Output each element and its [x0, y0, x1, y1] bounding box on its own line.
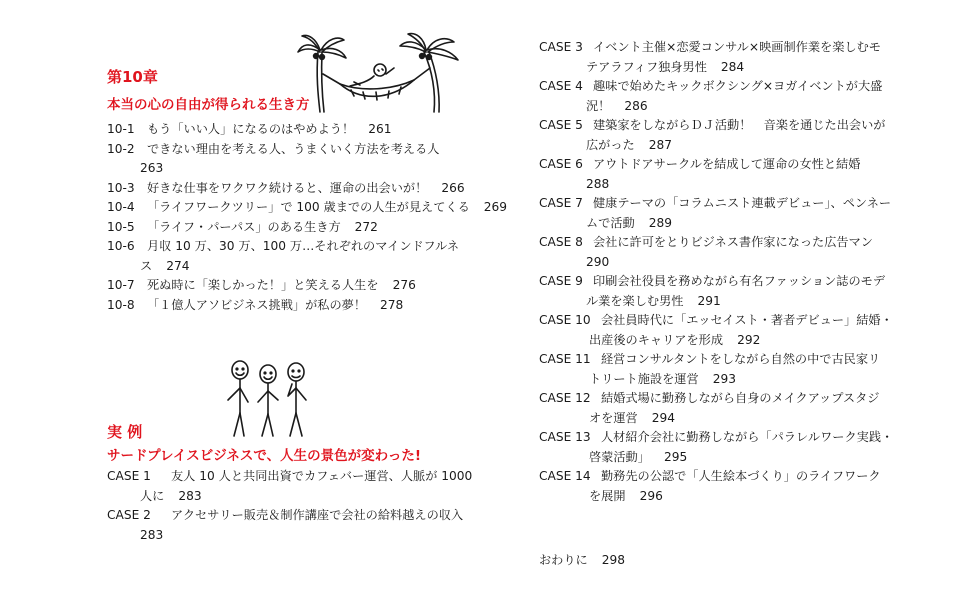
entry-continuation — [589, 371, 736, 387]
entry-page: 261 — [368, 122, 392, 136]
chapter-label: 第10章 — [107, 68, 158, 86]
entry-page: 290 — [586, 254, 610, 269]
entry-text: 会社に許可をとりビジネス書作家になった広告マン — [593, 235, 873, 249]
ending-text: おわりに — [539, 553, 588, 567]
entry-text: 経営コンサルタントをしながら自然の中で古民家リ — [601, 352, 881, 366]
toc-entry[interactable] — [107, 238, 459, 254]
entry-text: 友人 10 人と共同出資でカフェバー運営、人脈が 1000 — [171, 469, 473, 483]
entry-continuation — [140, 258, 189, 274]
entry-page: 269 — [483, 200, 508, 214]
entry-text-continued: 況！ — [586, 98, 611, 113]
entry-text-continued: ル業を楽しむ男性 — [586, 293, 684, 308]
entry-text: アクセサリー販売＆制作講座で会社の給料越えの収入 — [171, 508, 464, 522]
entry-number: CASE 1 — [107, 469, 151, 483]
entry-number: CASE 3 — [539, 40, 583, 54]
entry-continuation — [589, 449, 687, 465]
entry-text-continued: 人に — [140, 488, 165, 503]
entry-continuation — [589, 488, 663, 504]
entry-text: アウトドアサークルを結成して運命の女性と結婚 — [593, 157, 861, 171]
toc-entry[interactable] — [107, 219, 378, 235]
entry-page: 278 — [380, 297, 404, 312]
entry-text-continued: 広がった — [586, 137, 635, 152]
entry-text-continued: を展開 — [589, 488, 626, 503]
three-stick-figures-icon — [218, 358, 318, 438]
toc-entry[interactable] — [107, 277, 416, 293]
entry-text-continued: 啓蒙活動」 — [589, 449, 650, 464]
toc-entry[interactable] — [539, 39, 881, 55]
entry-continuation — [586, 176, 609, 192]
toc-entry[interactable] — [539, 78, 882, 94]
entry-text-continued: テアラフィフ独身男性 — [586, 59, 707, 74]
entry-number: 10-1 — [107, 122, 135, 136]
entry-continuation — [586, 59, 744, 75]
entry-text: 健康テーマの「コラムニスト連載デビュー」、ペンネー — [593, 196, 892, 210]
entry-page: 286 — [624, 98, 648, 113]
entry-continuation — [586, 98, 648, 114]
chapter-title: 本当の心の自由が得られる生き方 — [107, 97, 310, 113]
entry-continuation — [586, 137, 672, 153]
entry-number: CASE 13 — [539, 430, 591, 444]
entry-number: CASE 8 — [539, 235, 583, 249]
toc-entry[interactable] — [539, 351, 880, 367]
entry-number: CASE 12 — [539, 391, 591, 405]
entry-page: 272 — [354, 219, 378, 234]
entry-number: CASE 2 — [107, 508, 151, 522]
entry-number: 10-5 — [107, 219, 135, 234]
entry-number: 10-6 — [107, 239, 135, 253]
entry-text: 結婚式場に勤務しながら自身のメイクアップスタジ — [601, 391, 880, 405]
toc-entry[interactable] — [107, 180, 465, 196]
entry-text: 印刷会社役員を務めながら有名ファッション誌のモデ — [593, 274, 886, 288]
entry-text: 好きな仕事をワクワク続けると、運命の出会いが！ — [147, 180, 428, 195]
entry-text-continued: ムで活動 — [586, 215, 635, 230]
entry-page: 274 — [166, 258, 190, 273]
entry-page: 288 — [586, 176, 610, 191]
toc-entry[interactable] — [539, 156, 860, 172]
toc-entry[interactable] — [107, 121, 391, 137]
entry-text: 月収 10 万、30 万、100 万…それぞれのマインドフルネ — [147, 239, 460, 253]
entry-page: 289 — [648, 215, 673, 230]
entry-page: 287 — [648, 137, 673, 152]
ending-page: 298 — [601, 553, 626, 567]
entry-continuation — [140, 160, 163, 176]
entry-number: CASE 6 — [539, 157, 583, 171]
entry-number: 10-3 — [107, 180, 135, 195]
toc-entry[interactable] — [107, 297, 403, 313]
entry-text: 人材紹介会社に勤務しながら「パラレルワーク実践・ — [601, 430, 894, 444]
entry-number: CASE 7 — [539, 196, 583, 210]
entry-page: 276 — [392, 278, 416, 292]
toc-entry[interactable] — [539, 234, 873, 250]
entry-text: できない理由を考える人、うまくいく方法を考える人 — [147, 141, 440, 156]
entry-text-continued: 出産後のキャリアを形成 — [589, 332, 724, 347]
entry-number: 10-2 — [107, 141, 135, 156]
entry-page: 263 — [140, 161, 164, 175]
entry-continuation — [589, 410, 675, 426]
entry-page: 296 — [639, 488, 663, 503]
entry-page: 293 — [712, 371, 736, 386]
entry-continuation — [589, 332, 760, 348]
entry-continuation — [140, 527, 163, 543]
entry-text: 「ライフワークツリー」で 100 歳までの人生が見えてくる — [147, 200, 470, 214]
entry-page: 295 — [663, 449, 688, 464]
entry-number: 10-7 — [107, 278, 135, 292]
entry-number: CASE 10 — [539, 313, 591, 327]
entry-text: 趣味で始めたキックボクシング×ヨガイベントが大盛 — [593, 79, 883, 93]
entry-text: もう「いい人」になるのはやめよう！ — [147, 122, 355, 136]
entry-text-continued: トリート施設を運営 — [589, 371, 699, 386]
entry-text: 勤務先の公認で「人生絵本づくり」のライフワーク — [601, 469, 881, 483]
entry-number: CASE 4 — [539, 79, 583, 93]
toc-entry[interactable] — [107, 507, 463, 523]
entry-number: 10-4 — [107, 200, 135, 214]
entry-page: 284 — [720, 59, 745, 74]
entry-text: 死ぬ時に「楽しかった！」と笑える人生を — [147, 278, 379, 292]
toc-entry[interactable] — [107, 468, 472, 484]
toc-entry[interactable] — [539, 312, 893, 328]
entry-number: CASE 14 — [539, 469, 591, 483]
entry-page: 283 — [140, 527, 164, 542]
toc-entry[interactable] — [539, 390, 879, 406]
toc-entry[interactable] — [539, 468, 881, 484]
entry-page: 292 — [737, 332, 761, 347]
entry-continuation — [586, 254, 609, 270]
hammock-palm-trees-icon — [296, 30, 466, 115]
examples-label: 実 例 — [107, 423, 143, 441]
ending-entry[interactable] — [539, 552, 625, 568]
toc-entry[interactable] — [539, 117, 886, 133]
entry-page: 291 — [697, 293, 721, 308]
toc-entry[interactable] — [107, 199, 507, 215]
entry-page: 294 — [651, 410, 676, 425]
toc-entry[interactable] — [539, 195, 891, 211]
entry-text: 会社員時代に「エッセイスト・著者デビュー」結婚・ — [601, 313, 893, 327]
entry-continuation — [140, 488, 202, 504]
entry-text: 「ライフ・パーパス」のある生き方 — [147, 219, 341, 234]
entry-text-continued: ス — [140, 258, 153, 273]
entry-continuation — [586, 215, 672, 231]
examples-title: サードプレイスビジネスで、人生の景色が変わった! — [107, 448, 422, 464]
entry-page: 266 — [441, 180, 465, 195]
entry-number: 10-8 — [107, 297, 135, 312]
entry-number: CASE 9 — [539, 274, 583, 288]
entry-text-continued: オを運営 — [589, 410, 638, 425]
entry-text: 「１億人アソビジネス挑戦」が私の夢！ — [147, 297, 367, 312]
toc-entry[interactable] — [539, 273, 885, 289]
entry-number: CASE 5 — [539, 118, 583, 132]
toc-entry[interactable] — [107, 141, 440, 157]
toc-entry[interactable] — [539, 429, 893, 445]
entry-text: イベント主催×恋愛コンサル×映画制作業を楽しむモ — [593, 40, 881, 54]
entry-number: CASE 11 — [539, 352, 591, 366]
entry-text: 建築家をしながらＤＪ活動！ 音楽を通じた出会いが — [593, 118, 886, 132]
entry-continuation — [586, 293, 721, 309]
entry-page: 283 — [178, 488, 202, 503]
